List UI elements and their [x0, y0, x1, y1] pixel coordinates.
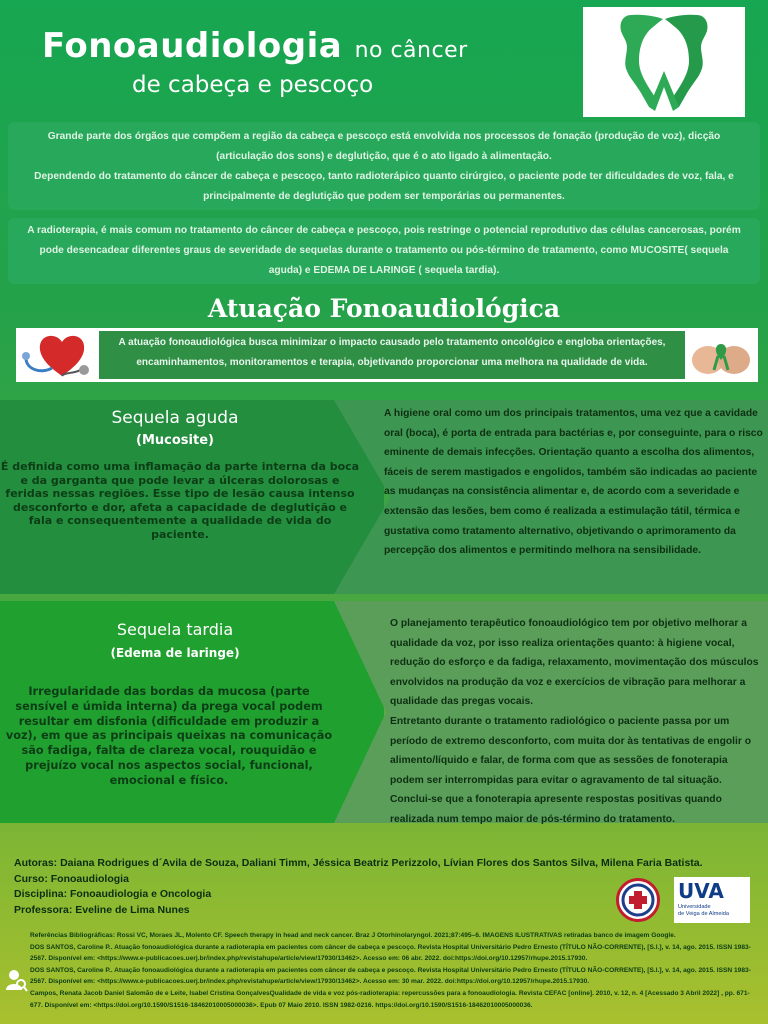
acute-subtitle: (Mucosite) — [136, 433, 214, 448]
section-title: Atuação Fonoaudiológica — [207, 294, 561, 323]
late-treatment-text — [390, 614, 760, 830]
poster-subtitle: de cabeça e pescoço — [132, 72, 374, 98]
late-subtitle: (Edema de laringe) — [110, 646, 240, 660]
late-treatment-p3: Conclui-se que a fonoterapia apresente respostas positivas quando realizada num tempo maior de pós-término do tratamento. — [390, 794, 722, 825]
late-treatment-p2: Entretanto durante o tratamento radiológico o paciente passa por um período de extremo desconforto, com muita dor às tentativas de engolir o alimento/líquido e falar, de forma com que as sessões de fonoterapia podem ser interrompidas para evitar o agravamento de tal situação. — [390, 715, 752, 786]
title-bold: Fonoaudiologia — [42, 26, 343, 66]
intro-paragraph-2: Dependendo do tratamento do câncer de cabeça e pescoço, tanto radioterápico quanto cirúrgico, o paciente pode ter dificuldades de voz, fala, e principalmente de deglutição que podem ser temporárias ou permanentes. — [34, 171, 734, 202]
section-intro-text: A atuação fonoaudiológica busca minimizar o impacto causado pelo tratamento oncológico e engloba orientações, encaminhamentos, monitoramentos e terapia, objetivando proporcionar uma melhora na qualidade de vida. — [99, 331, 685, 379]
intro-paragraph-1: Grande parte dos órgãos que compõem a região da cabeça e pescoço está envolvida nos processos de fonação (produção de voz), dicção (articulação dos sons) e deglutição, que é o ato ligado à alimentação. — [47, 131, 721, 162]
reference-item: DOS SANTOS, Caroline P.. Atuação fonoaudiológica durante a radioterapia em pacientes com câncer de cabeça e pescoço. Revista Hospital Universitário Pedro Ernesto (TÍTULO NÃO-CORRENTE), [S.l.], v. 14, ago. 2015. ISSN 1983-2567. Disponível em: <https://www.e-publicacoes.uerj.br/index.php/revistahupe/article/view/17930/13462>. Acesso em: 06 abr. 2022. doi:https://doi.org/10.12957/rhupe.2015.17930. — [30, 943, 751, 963]
intro-box — [8, 122, 760, 210]
discipline-line: Disciplina: Fonoaudiologia e Oncologia — [14, 888, 212, 900]
reference-item: Referências Bibliográficas: Rossi VC, Moraes JL, Molento CF. Speech therapy in head and neck cancer. Braz J Otorhinolaryngol. 2021;87:495–6. IMAGENS ILUSTRATIVAS retiradas banco de imagem Google. — [30, 932, 676, 939]
uva-logo — [674, 877, 750, 923]
teacher-line: Professora: Eveline de Lima Nunes — [14, 903, 190, 916]
course-line: Curso: Fonoaudiologia — [14, 872, 129, 885]
uva-logo-text: UVA — [678, 879, 724, 903]
acute-treatment-text: A higiene oral como um dos principais tratamentos, uma vez que a cavidade oral (boca), é porta de entrada para bactérias e, por conseguinte, para o risco eminente de demais infecções. Orientação quanto a escolha dos alimentos, fáceis de serem mastigados e engolidos, também são indicadas ao paciente as mudanças na consistência alimentar e, de acordo com a severidade e extensão das lesões, bem como é realizada a estimulação tátil, térmica e gustativa como tratamento alternativo, objetivando o aprimoramento da percepção dos alimentos e permitindo melhora na sensibilidade. — [384, 408, 763, 557]
radiotherapy-box — [8, 218, 760, 284]
hospital-seal-logo — [616, 878, 660, 922]
hands-ribbon-icon — [690, 330, 752, 380]
poster-title — [42, 26, 468, 66]
reference-item: Campos, Renata Jacob Daniel Salomão de e Leite, Isabel Cristina GonçalvesQualidade de vida e voz pós-radioterapia: repercussões para a fonoaudiologia. Revista CEFAC [online]. 2010, v. 12, n. 4 [Acessado 3 Abril 2022] , pp. 671-677. Disponível em: <https://doi.org/10.1590/S1516-18462010005000036>. Epub 07 Maio 2010. ISSN 1982-0216. https://doi.org/10.1590/S1516-18462010005000036. — [30, 989, 750, 1009]
acute-sequela-panel — [0, 400, 384, 594]
late-description: Irregularidade das bordas da mucosa (parte sensível e úmida interna) da prega vocal podem resultar em disfonia (dificuldade em produzir a voz), em que as principais queixas na comunicação são fadiga, falta de clareza vocal, rouquidão e prejuízo vocal nos aspectos social, funcional, emocional e físico. — [5, 685, 333, 787]
heart-stethoscope-icon — [18, 330, 100, 380]
uva-sub-line-2: de Veiga de Almeida — [678, 911, 730, 917]
acute-description: É definida como uma inflamação da parte interna da boca e da garganta que pode levar a úlceras dolorosas e feridas nessas regiões. Esse tipo de lesão causa intenso desconforto e dor, afeta a capacidade de deglutição e fala e consequentemente a qualidade de vida do paciente. — [0, 460, 360, 541]
uva-logo-subtitle — [678, 904, 729, 918]
radiotherapy-paragraph: A radioterapia, é mais comum no tratamento do câncer de cabeça e pescoço, pois restringe o potencial reprodutivo das células cancerosas, porém pode desencadear diferentes graus de severidade de sequelas durante o tratamento ou pós-término de tratamento, como MUCOSITE( sequela aguda) e EDEMA DE LARINGE ( sequela tardia). — [27, 225, 741, 276]
title-small: no câncer — [354, 38, 468, 63]
authors-line: Autoras: Daiana Rodrigues d´Avila de Souza, Daliani Timm, Jéssica Beatriz Perizzolo, Lívian Flores dos Santos Silva, Milena Faria Batista. — [14, 857, 703, 869]
late-title: Sequela tardia — [116, 620, 234, 639]
late-treatment-p1: O planejamento terapêutico fonoaudiológico tem por objetivo melhorar a qualidade da voz, por isso realiza orientações quanto: à higiene vocal, redução do esforço e da fadiga, relaxamento, movimentação dos músculos envolvidos na produção da voz e exercícios de vibração para melhorar a qualidade das pregas vocais. — [390, 618, 759, 708]
references-block — [30, 930, 756, 1011]
awareness-ribbon-faces-icon — [583, 7, 745, 117]
user-search-icon — [6, 968, 28, 992]
late-sequela-panel — [0, 601, 384, 823]
reference-item: DOS SANTOS, Caroline P.. Atuação fonoaudiológica durante a radioterapia em pacientes com câncer de cabeça e pescoço. Revista Hospital Universitário Pedro Ernesto (TÍTULO NÃO-CORRENTE), [S.l.], v. 14, ago. 2015. ISSN 1983-2567. Disponível em: <https://www.e-publicacoes.uerj.br/index.php/revistahupe/article/view/17930/13462>. Acesso em: 30 mar. 2022. doi:https://doi.org/10.12957/rhupe.2015.17930. — [30, 966, 751, 986]
uva-sub-line-1: Universidade — [678, 904, 711, 910]
acute-title: Sequela aguda — [111, 408, 239, 428]
seal-emblem-icon — [619, 881, 657, 919]
